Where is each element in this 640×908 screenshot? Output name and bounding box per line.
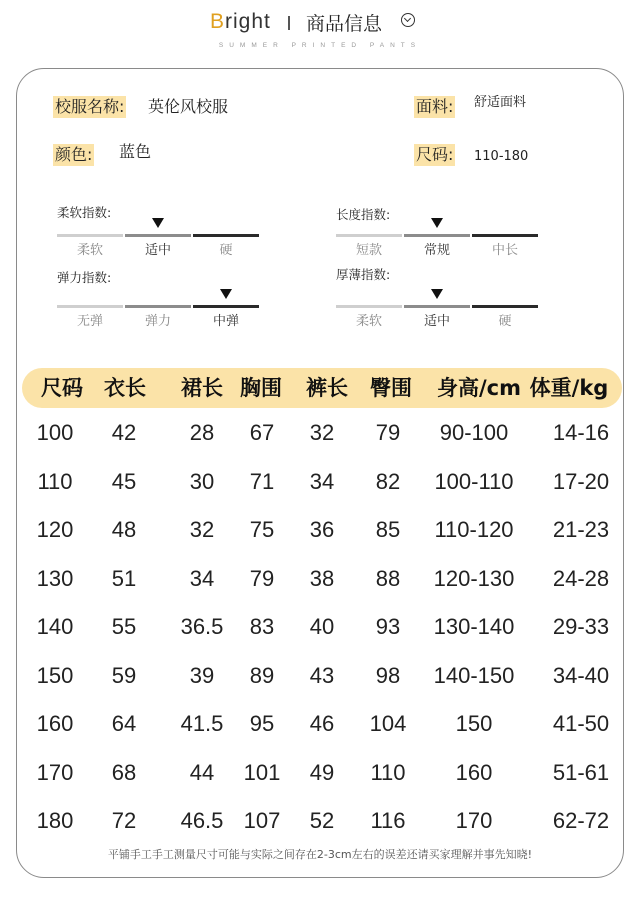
size-table-cell: 110	[37, 468, 73, 494]
measurement-note: 平铺手工手工测量尺寸可能与实际之间存在2-3cm左右的误差还请买家理解并事先知晓!	[107, 848, 533, 861]
size-table-cell: 150	[455, 711, 493, 736]
size-table-cell: 64	[111, 711, 137, 736]
indicator-option-label: 中长	[491, 243, 518, 258]
size-table-cell: 46	[309, 711, 335, 736]
size-table-cell: 100-110	[434, 468, 514, 494]
size-table-header-cell: 胸围	[240, 376, 282, 400]
indicator-segment	[336, 305, 402, 308]
size-table-cell: 43	[309, 662, 335, 688]
brand-logo: Bright	[210, 10, 271, 33]
size-table-cell: 93	[375, 614, 401, 639]
color-label: 颜色:	[55, 145, 93, 164]
size-table-cell: 29-33	[552, 614, 610, 639]
size-table-cell: 83	[249, 614, 275, 639]
size-table-header-cell: 身高/cm	[437, 376, 521, 400]
size-table-cell: 160	[36, 711, 74, 736]
size-table-cell: 88	[375, 565, 401, 591]
page-header	[0, 4, 640, 36]
size-table-header-cell: 裤长	[306, 376, 348, 400]
indicator-title: 厚薄指数:	[336, 267, 391, 282]
indicator-segment	[57, 305, 123, 308]
size-table-cell: 98	[375, 662, 401, 688]
size-table-cell: 28	[189, 420, 215, 445]
size-table-cell: 67	[249, 420, 275, 445]
size-label: 尺码:	[416, 145, 454, 164]
indicator-segment	[125, 234, 191, 237]
color-value: 蓝色	[119, 142, 152, 161]
size-table-cell: 52	[309, 808, 335, 833]
size-table-cell: 120	[36, 517, 74, 542]
size-table-cell: 51	[111, 565, 137, 591]
size-table-cell: 55	[111, 614, 137, 639]
size-table-cell: 107	[243, 808, 281, 833]
indicator-option-label: 硬	[219, 243, 233, 258]
size-table-cell: 34-40	[552, 662, 610, 688]
size-table-cell: 104	[369, 711, 407, 736]
size-table-cell: 72	[111, 808, 137, 833]
size-table-cell: 71	[249, 468, 275, 494]
indicator-option-label: 短款	[355, 243, 382, 258]
indicator-segment	[336, 234, 402, 237]
size-table-cell: 130	[36, 565, 74, 591]
size-table-cell: 120-130	[433, 565, 515, 591]
size-table-cell: 30	[189, 468, 215, 494]
size-table-cell: 45	[111, 468, 137, 494]
indicator-segment	[472, 234, 538, 237]
size-table-cell: 44	[189, 759, 215, 785]
page-title: 商品信息	[306, 13, 383, 35]
size-table-cell: 180	[36, 808, 74, 833]
indicator-segment	[193, 234, 259, 237]
size-table-cell: 85	[375, 517, 401, 542]
size-table-cell: 59	[111, 662, 137, 688]
size-table-cell: 36.5	[180, 614, 224, 639]
size-table-cell: 79	[375, 420, 401, 445]
indicator-marker-icon	[431, 218, 443, 228]
size-table-cell: 34	[309, 468, 335, 494]
indicator-segment	[193, 305, 259, 308]
indicator-marker-icon	[431, 289, 443, 299]
size-table-cell: 32	[309, 420, 335, 445]
size-table-cell: 14-16	[552, 420, 610, 445]
indicator-title: 柔软指数:	[57, 205, 112, 220]
size-table-cell: 150	[36, 662, 74, 688]
size-table-cell: 48	[111, 517, 137, 542]
indicator-option-label: 常规	[423, 243, 450, 258]
size-table-cell: 116	[370, 808, 406, 833]
indicator-segment	[57, 234, 123, 237]
size-table-cell: 170	[36, 759, 74, 785]
uniform-name-label: 校服名称:	[55, 97, 125, 116]
indicator-option-label: 适中	[144, 243, 171, 258]
size-table-cell: 41.5	[180, 711, 224, 736]
size-table-cell: 21-23	[552, 517, 610, 542]
indicator-option-label: 中弹	[212, 314, 239, 329]
size-table-cell: 32	[189, 517, 215, 542]
size-table-header-cell: 尺码	[41, 376, 83, 400]
indicator-option-label: 无弹	[76, 314, 103, 329]
size-table-header-cell: 衣长	[104, 376, 146, 400]
indicator-title: 长度指数:	[336, 207, 391, 222]
indicator-segment	[125, 305, 191, 308]
fabric-label: 面料:	[416, 97, 454, 116]
size-table-cell: 40	[309, 614, 335, 639]
size-table-cell: 110-120	[434, 517, 514, 542]
indicator-option-label: 弹力	[144, 314, 171, 329]
size-table-header-cell: 臀围	[370, 376, 412, 400]
header-divider	[288, 16, 290, 30]
indicator-segment	[404, 305, 470, 308]
size-table-cell: 17-20	[552, 468, 610, 494]
indicator-marker-icon	[152, 218, 164, 228]
size-table-cell: 101	[243, 759, 281, 785]
fabric-value: 舒适面料	[474, 95, 527, 110]
indicator-option-label: 适中	[423, 314, 450, 329]
size-table-cell: 170	[455, 808, 493, 833]
uniform-name-value: 英伦风校服	[148, 97, 229, 116]
size-table-cell: 89	[249, 662, 275, 688]
indicator-option-label: 硬	[498, 314, 512, 329]
indicator-marker-icon	[220, 289, 232, 299]
size-table-cell: 82	[375, 468, 401, 494]
size-table-cell: 160	[455, 759, 493, 785]
size-table-cell: 42	[111, 420, 137, 445]
size-table-cell: 39	[189, 662, 215, 688]
indicator-title: 弹力指数:	[57, 270, 112, 285]
size-table-cell: 110	[370, 759, 406, 785]
size-table-cell: 34	[189, 565, 215, 591]
indicator-option-label: 柔软	[76, 243, 103, 258]
size-table-cell: 62-72	[552, 808, 610, 833]
page-subtitle: SUMMER PRINTED PANTS	[218, 42, 422, 49]
chevron-down-icon	[401, 13, 415, 27]
size-table-cell: 36	[309, 517, 335, 542]
size-table-cell: 75	[249, 517, 275, 542]
size-table-cell: 90-100	[439, 420, 509, 445]
size-table-cell: 140-150	[433, 662, 515, 688]
size-table-cell: 46.5	[180, 808, 224, 833]
size-table-header-cell: 裙长	[181, 376, 223, 400]
size-table-header-cell: 体重/kg	[529, 376, 609, 400]
indicator-segment	[472, 305, 538, 308]
size-table-cell: 95	[249, 711, 275, 736]
size-table-cell: 41-50	[552, 711, 610, 736]
size-table-cell: 49	[309, 759, 335, 785]
size-table-cell: 130-140	[433, 614, 515, 639]
size-table-cell: 79	[249, 565, 275, 591]
size-value: 110-180	[474, 149, 529, 164]
size-table-cell: 38	[309, 565, 335, 591]
size-table-cell: 68	[111, 759, 137, 785]
size-table-cell: 51-61	[552, 759, 610, 785]
size-table-cell: 100	[36, 420, 74, 445]
size-table-cell: 24-28	[552, 565, 610, 591]
size-table-cell: 140	[36, 614, 74, 639]
indicator-option-label: 柔软	[355, 314, 382, 329]
indicator-segment	[404, 234, 470, 237]
